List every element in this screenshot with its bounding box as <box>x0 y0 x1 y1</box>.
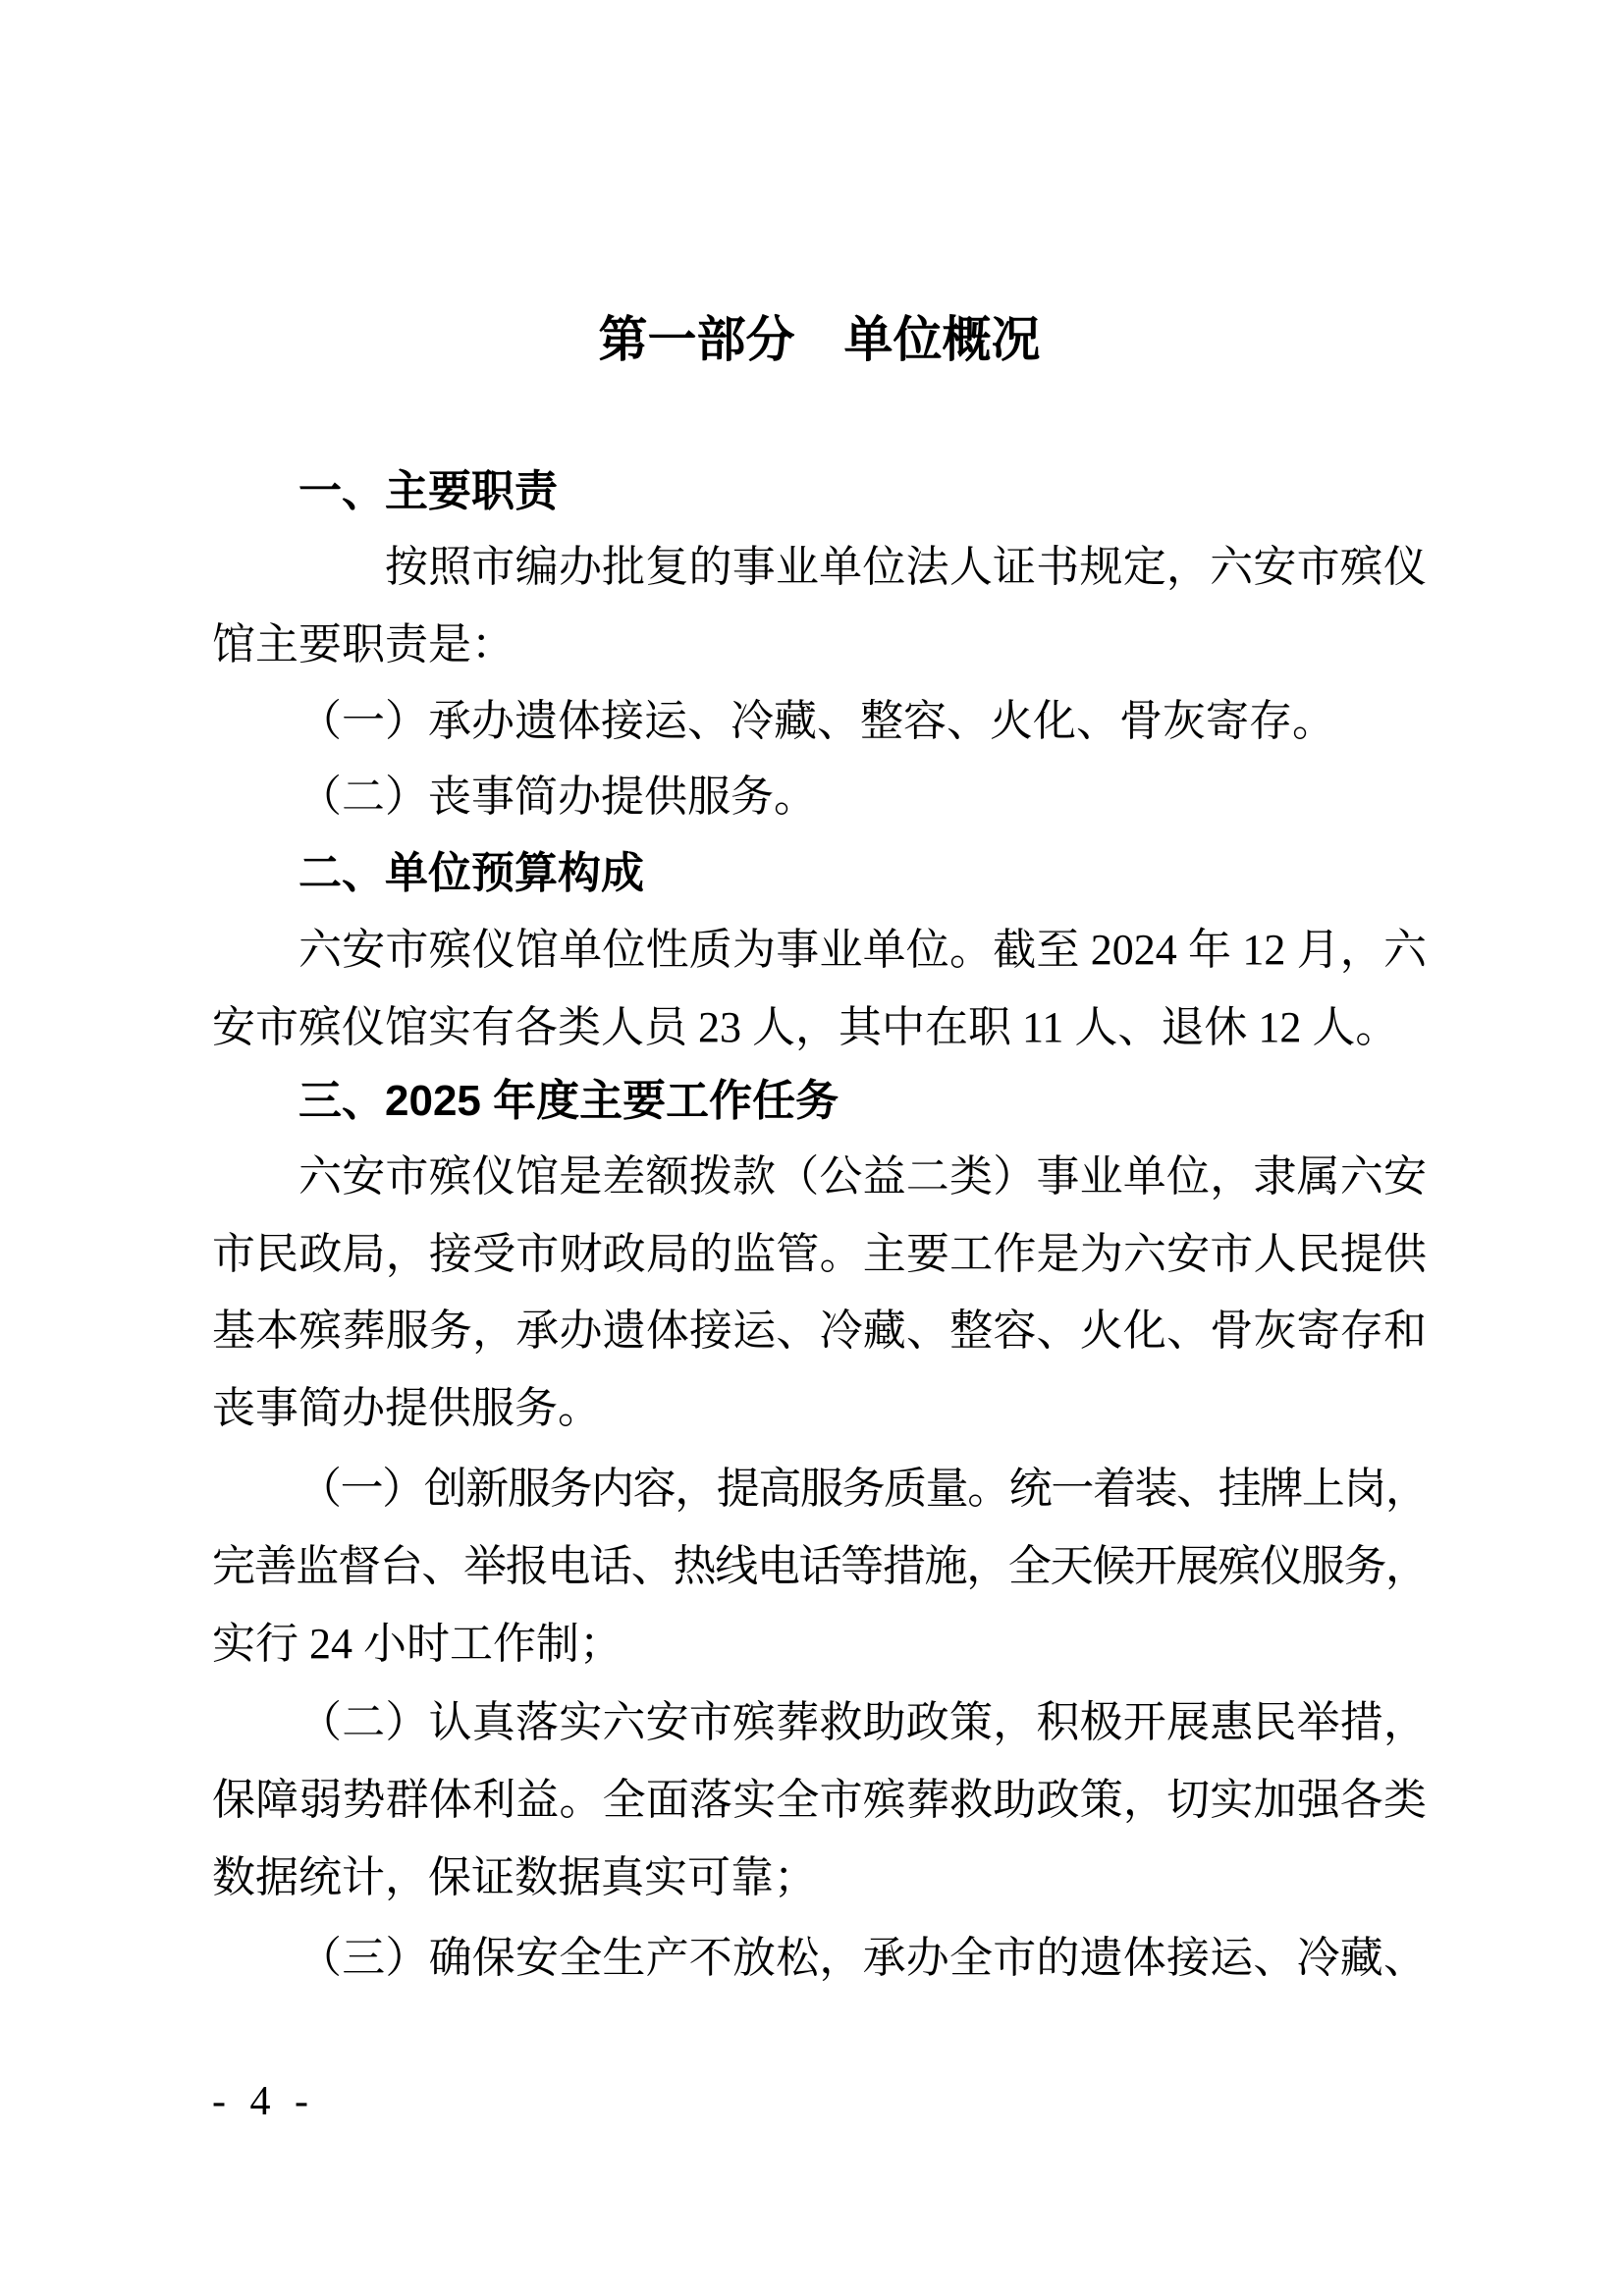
paragraph-line: 市民政局，接受市财政局的监管。主要工作是为六安市人民提供 <box>212 1230 1427 1278</box>
paragraph-line: 六安市殡仪馆是差额拨款（公益二类）事业单位，隶属六安 <box>298 1152 1427 1201</box>
paragraph-line: 馆主要职责是： <box>212 620 514 668</box>
paragraph-line: （二）丧事简办提供服务。 <box>298 773 817 821</box>
page-number: - 4 - <box>212 2079 312 2124</box>
paragraph-line: 丧事简办提供服务。 <box>212 1384 601 1432</box>
section-heading: 一、主要职责 <box>298 467 558 515</box>
paragraph-line: 保障弱势群体利益。全面落实全市殡葬救助政策，切实加强各类 <box>212 1776 1427 1824</box>
paragraph-line: （一）创新服务内容，提高服务质量。统一着装、挂牌上岗， <box>298 1465 1427 1513</box>
section-heading: 三、2025 年度主要工作任务 <box>298 1077 839 1125</box>
section-heading: 二、单位预算构成 <box>298 849 644 897</box>
paragraph-line: 实行 24 小时工作制； <box>212 1620 623 1668</box>
paragraph-line: 基本殡葬服务，承办遗体接运、冷藏、整容、火化、骨灰寄存和 <box>212 1307 1427 1355</box>
paragraph-line: 数据统计，保证数据真实可靠； <box>212 1853 817 1901</box>
paragraph-line: （二）认真落实六安市殡葬救助政策，积极开展惠民举措， <box>298 1698 1427 1746</box>
paragraph-line: 安市殡仪馆实有各类人员 23 人，其中在职 11 人、退休 12 人。 <box>212 1003 1399 1051</box>
paragraph-line: 六安市殡仪馆单位性质为事业单位。截至 2024 年 12 月，六 <box>298 926 1427 974</box>
paragraph-line: 按照市编办批复的事业单位法人证书规定，六安市殡仪 <box>385 543 1427 591</box>
paragraph-line: （一）承办遗体接运、冷藏、整容、火化、骨灰寄存。 <box>298 697 1335 745</box>
paragraph-line: （三）确保安全生产不放松，承办全市的遗体接运、冷藏、 <box>298 1934 1427 1982</box>
paragraph-line: 完善监督台、举报电话、热线电话等措施，全天候开展殡仪服务， <box>212 1542 1427 1590</box>
page-title: 第一部分 单位概况 <box>598 312 1041 367</box>
